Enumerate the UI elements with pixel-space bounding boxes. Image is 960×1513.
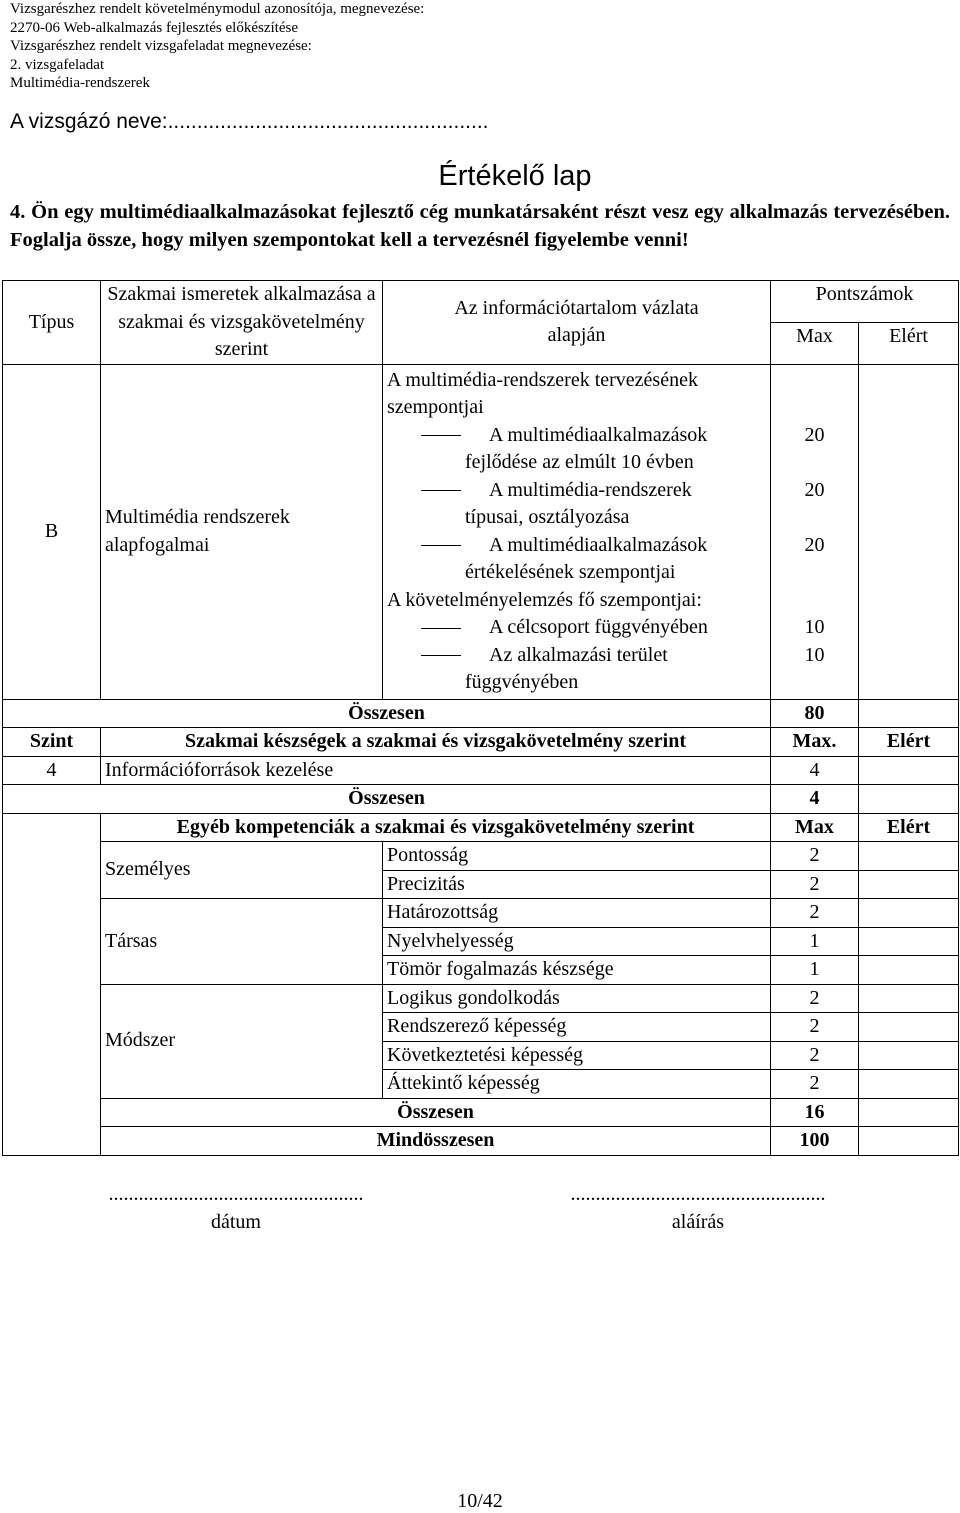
topic-cell: Multimédia rendszerek alapfogalmai — [101, 364, 383, 699]
page-title: Értékelő lap — [438, 160, 592, 192]
competency-max: 1 — [771, 956, 859, 985]
list-item: A multimédiaalkalmazások — [387, 422, 766, 450]
header-points: Pontszámok — [771, 281, 959, 323]
signature-field — [562, 1180, 834, 1236]
max-value: 20 — [804, 533, 825, 556]
section-title: A követelményelemzés fő szempontjai: — [387, 588, 702, 611]
date-field — [100, 1180, 372, 1236]
achieved-cell — [859, 870, 959, 899]
list-item: Az alkalmazási terület — [387, 642, 766, 670]
signature-dots: ................................................... — [570, 1183, 826, 1205]
total-label: Összesen — [3, 785, 771, 814]
competency: Rendszerező képesség — [383, 1013, 771, 1042]
achieved-cell — [859, 956, 959, 985]
header-achieved: Elért — [859, 813, 959, 842]
header-line: Vizsgarészhez rendelt vizsgafeladat megnevezése: — [10, 38, 312, 54]
max-value: 20 — [804, 478, 825, 501]
total-label: Összesen — [101, 1098, 771, 1127]
task-description: 4. Ön egy multimédiaalkalmazásokat fejlesztő cég munkatársaként részt vesz egy alkalmazás tervezésében. Foglalja össze, hogy milyen szempontokat kell a tervezésnél figyelembe venni! — [10, 201, 950, 251]
header-achieved: Elért — [859, 322, 959, 364]
achieved-cell — [859, 1127, 959, 1156]
total-value: 4 — [771, 785, 859, 814]
page-number: 10/42 — [457, 1490, 503, 1512]
total-value: 80 — [771, 699, 859, 728]
competency-max: 2 — [771, 984, 859, 1013]
header-skills: Szakmai készségek a szakmai és vizsgakövetelmény szerint — [101, 728, 771, 757]
max-value: 10 — [804, 616, 825, 638]
blank-cell — [3, 813, 101, 1155]
date-dots: ................................................... — [108, 1183, 364, 1205]
list-item-cont: értékelésének szempontjai — [465, 561, 676, 583]
total-label: Összesen — [3, 699, 771, 728]
competency: Határozottság — [383, 899, 771, 928]
max-cell — [771, 364, 859, 699]
achieved-cell — [859, 785, 959, 814]
group-name: Társas — [101, 899, 383, 985]
competency-max: 2 — [771, 1070, 859, 1099]
total-value: 16 — [771, 1098, 859, 1127]
header-max: Max — [771, 322, 859, 364]
skill-name: Információforrások kezelése — [101, 756, 771, 785]
type-cell: B — [3, 364, 101, 699]
competency-max: 1 — [771, 927, 859, 956]
competency: Pontosság — [383, 842, 771, 871]
header-max: Max. — [771, 728, 859, 757]
evaluation-table — [2, 280, 959, 1156]
achieved-cell — [859, 699, 959, 728]
list-item: A multimédia-rendszerek — [387, 477, 766, 505]
max-value: 10 — [804, 643, 825, 666]
achieved-cell — [859, 899, 959, 928]
achieved-cell — [859, 984, 959, 1013]
competency: Áttekintő képesség — [383, 1070, 771, 1099]
group-name: Személyes — [101, 842, 383, 899]
competency-max: 2 — [771, 1013, 859, 1042]
header-competencies: Egyéb kompetenciák a szakmai és vizsgakövetelmény szerint — [101, 813, 771, 842]
achieved-cell — [859, 364, 959, 699]
competency: Tömör fogalmazás készsége — [383, 956, 771, 985]
list-item-cont: típusai, osztályozása — [465, 506, 630, 528]
header-line: Vizsgarészhez rendelt követelménymodul azonosítója, megnevezése: — [10, 1, 425, 17]
grand-total-label: Mindösszesen — [101, 1127, 771, 1156]
skill-level: 4 — [3, 756, 101, 785]
header-knowledge: Szakmai ismeretek alkalmazása a szakmai és vizsgakövetelmény szerint — [101, 281, 383, 365]
list-item: A célcsoport függvényében — [387, 614, 766, 642]
grand-total-value: 100 — [771, 1127, 859, 1156]
header-achieved: Elért — [859, 728, 959, 757]
header-max: Max — [771, 813, 859, 842]
header-level: Szint — [3, 728, 101, 757]
competency: Következtetési képesség — [383, 1041, 771, 1070]
list-item-cont: fejlődése az elmúlt 10 évben — [465, 451, 694, 473]
achieved-cell — [859, 927, 959, 956]
list-item: A multimédiaalkalmazások — [387, 532, 766, 560]
achieved-cell — [859, 1013, 959, 1042]
achieved-cell — [859, 1098, 959, 1127]
signature-label: aláírás — [671, 1211, 725, 1233]
skill-max: 4 — [771, 756, 859, 785]
competency-max: 2 — [771, 870, 859, 899]
content-cell — [383, 364, 771, 699]
max-value: 20 — [804, 423, 825, 446]
achieved-cell — [859, 1070, 959, 1099]
document-header — [10, 0, 424, 93]
achieved-cell — [859, 842, 959, 871]
section-title: A multimédia-rendszerek tervezésének szempontjai — [387, 368, 698, 418]
competency: Logikus gondolkodás — [383, 984, 771, 1013]
candidate-name-field: A vizsgázó neve:....................................................... — [10, 110, 489, 133]
competency-max: 2 — [771, 1041, 859, 1070]
competency: Nyelvhelyesség — [383, 927, 771, 956]
group-name: Módszer — [101, 984, 383, 1098]
header-content: Az információtartalom vázlata alapján — [383, 281, 771, 365]
header-type: Típus — [3, 281, 101, 365]
header-line: Multimédia-rendszerek — [10, 75, 150, 91]
achieved-cell — [859, 1041, 959, 1070]
achieved-cell — [859, 756, 959, 785]
competency-max: 2 — [771, 842, 859, 871]
date-label: dátum — [211, 1211, 261, 1233]
header-line: 2270-06 Web-alkalmazás fejlesztés előkészítése — [10, 19, 298, 36]
competency: Precizitás — [383, 870, 771, 899]
list-item-cont: függvényében — [465, 671, 579, 693]
header-line: 2. vizsgafeladat — [10, 56, 105, 73]
competency-max: 2 — [771, 899, 859, 928]
